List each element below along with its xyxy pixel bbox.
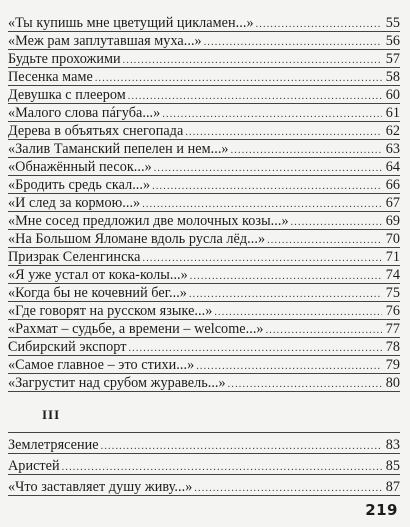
toc-entry-page: 76 (385, 303, 400, 319)
toc-entry-title: «Бродить средь скал...» (8, 177, 151, 193)
dot-leader (266, 324, 382, 337)
toc-entry[interactable] (8, 104, 400, 122)
toc-entry[interactable] (8, 266, 400, 284)
dot-leader (128, 90, 382, 103)
toc-entry-title: «Я уже устал от кока-колы...» (8, 267, 188, 283)
dot-leader (123, 54, 382, 67)
toc-entry[interactable] (8, 176, 400, 194)
toc-entry-title: Песенка маме (8, 69, 93, 85)
page-number: 219 (365, 501, 398, 519)
toc-entry-page: 66 (385, 177, 400, 193)
toc-entry-page: 63 (385, 141, 400, 157)
toc-entry[interactable] (8, 158, 400, 176)
toc-entry[interactable] (8, 432, 400, 454)
toc-entry-title: Землетрясение (8, 437, 99, 453)
toc-entry[interactable] (8, 454, 400, 475)
toc-entry-title: Призрак Селенгинска (8, 249, 141, 265)
toc-entry-title: Сибирский экспорт (8, 339, 127, 355)
toc-entry-page: 60 (385, 87, 400, 103)
toc-entry-title: «Когда бы не кочевний бег...» (8, 285, 187, 301)
cropped-top-line (10, 0, 400, 14)
dot-leader (162, 108, 382, 121)
toc-entry-page: 83 (385, 437, 400, 453)
dot-leader (152, 180, 382, 193)
dot-leader (154, 162, 382, 175)
table-of-contents (8, 14, 400, 392)
section-heading: III (42, 407, 61, 422)
toc-entry-page: 58 (385, 69, 400, 85)
toc-entry-page: 80 (385, 375, 400, 391)
toc-entry[interactable] (8, 248, 400, 266)
toc-entry-page: 57 (385, 51, 400, 67)
toc-entry-page: 74 (385, 267, 400, 283)
toc-entry[interactable] (8, 14, 400, 32)
toc-entry-title: «Где говорят на русском языке...» (8, 303, 213, 319)
toc-entry-title: «Мне сосед предложил две молочных козы...» (8, 213, 289, 229)
toc-entry-page: 70 (385, 231, 400, 247)
toc-entry[interactable] (8, 475, 400, 496)
toc-entry-title: «Залив Таманский пепелен и нем...» (8, 141, 229, 157)
dot-leader (194, 482, 382, 495)
toc-entry[interactable] (8, 140, 400, 158)
dot-leader (231, 144, 382, 157)
toc-entry[interactable] (8, 86, 400, 104)
toc-entry-title: «И след за кормою...» (8, 195, 141, 211)
toc-entry-page: 79 (385, 357, 400, 373)
toc-entry-title: «Малого слова пáгуба...» (8, 105, 161, 121)
toc-entry-page: 87 (385, 479, 400, 495)
toc-entry-title: «На Большом Яломане вдоль русла лёд...» (8, 231, 266, 247)
toc-entry[interactable] (8, 320, 400, 338)
dot-leader (95, 72, 382, 85)
toc-entry-page: 55 (385, 15, 400, 31)
toc-entry-title: Девушка с плеером (8, 87, 126, 103)
toc-entry-title: «Самое главное – это стихи...» (8, 357, 195, 373)
dot-leader (256, 18, 382, 31)
toc-entry-title: Дерева в объятьях снегопада (8, 123, 184, 139)
toc-entry[interactable] (8, 32, 400, 50)
toc-entry[interactable] (8, 302, 400, 320)
toc-entry[interactable] (8, 230, 400, 248)
toc-entry-title: «Обнажённый песок...» (8, 159, 152, 175)
toc-entry[interactable] (8, 122, 400, 140)
dot-leader (128, 342, 382, 355)
toc-entry[interactable] (8, 212, 400, 230)
toc-entry[interactable] (8, 284, 400, 302)
toc-entry-page: 77 (385, 321, 400, 337)
toc-entry-page: 56 (385, 33, 400, 49)
toc-entry-page: 64 (385, 159, 400, 175)
toc-entry-page: 69 (385, 213, 400, 229)
toc-entry-title: «Загрустит над срубом журавель...» (8, 375, 226, 391)
toc-entry-title: Будьте прохожими (8, 51, 121, 67)
dot-leader (291, 216, 382, 229)
toc-entry-page: 85 (385, 458, 400, 474)
toc-entry-title: «Что заставляет душу живу...» (8, 479, 193, 495)
toc-entry[interactable] (8, 194, 400, 212)
toc-entry-page: 78 (385, 339, 400, 355)
toc-entry-page: 67 (385, 195, 400, 211)
toc-entry-page: 71 (385, 249, 400, 265)
dot-leader (62, 461, 382, 474)
toc-entry-page: 75 (385, 285, 400, 301)
dot-leader (190, 270, 382, 283)
dot-leader (143, 252, 383, 265)
toc-entry[interactable] (8, 338, 400, 356)
table-of-contents-section-3 (8, 432, 400, 496)
toc-entry-page: 61 (385, 105, 400, 121)
toc-entry-title: «Меж рам заплутавшая муха...» (8, 33, 202, 49)
toc-entry-title: «Ты купишь мне цветущий цикламен...» (8, 15, 254, 31)
dot-leader (214, 306, 382, 319)
dot-leader (204, 36, 382, 49)
toc-entry-title: «Рахмат – судьбе, а времени – welcome...» (8, 321, 264, 337)
toc-entry[interactable] (8, 68, 400, 86)
bleed-through-text (8, 365, 400, 405)
dot-leader (142, 198, 382, 211)
dot-leader (185, 126, 382, 139)
dot-leader (189, 288, 382, 301)
toc-entry-page: 62 (385, 123, 400, 139)
dot-leader (267, 234, 382, 247)
toc-entry[interactable] (8, 50, 400, 68)
dot-leader (101, 440, 382, 453)
toc-entry-title: Аристей (8, 458, 60, 474)
